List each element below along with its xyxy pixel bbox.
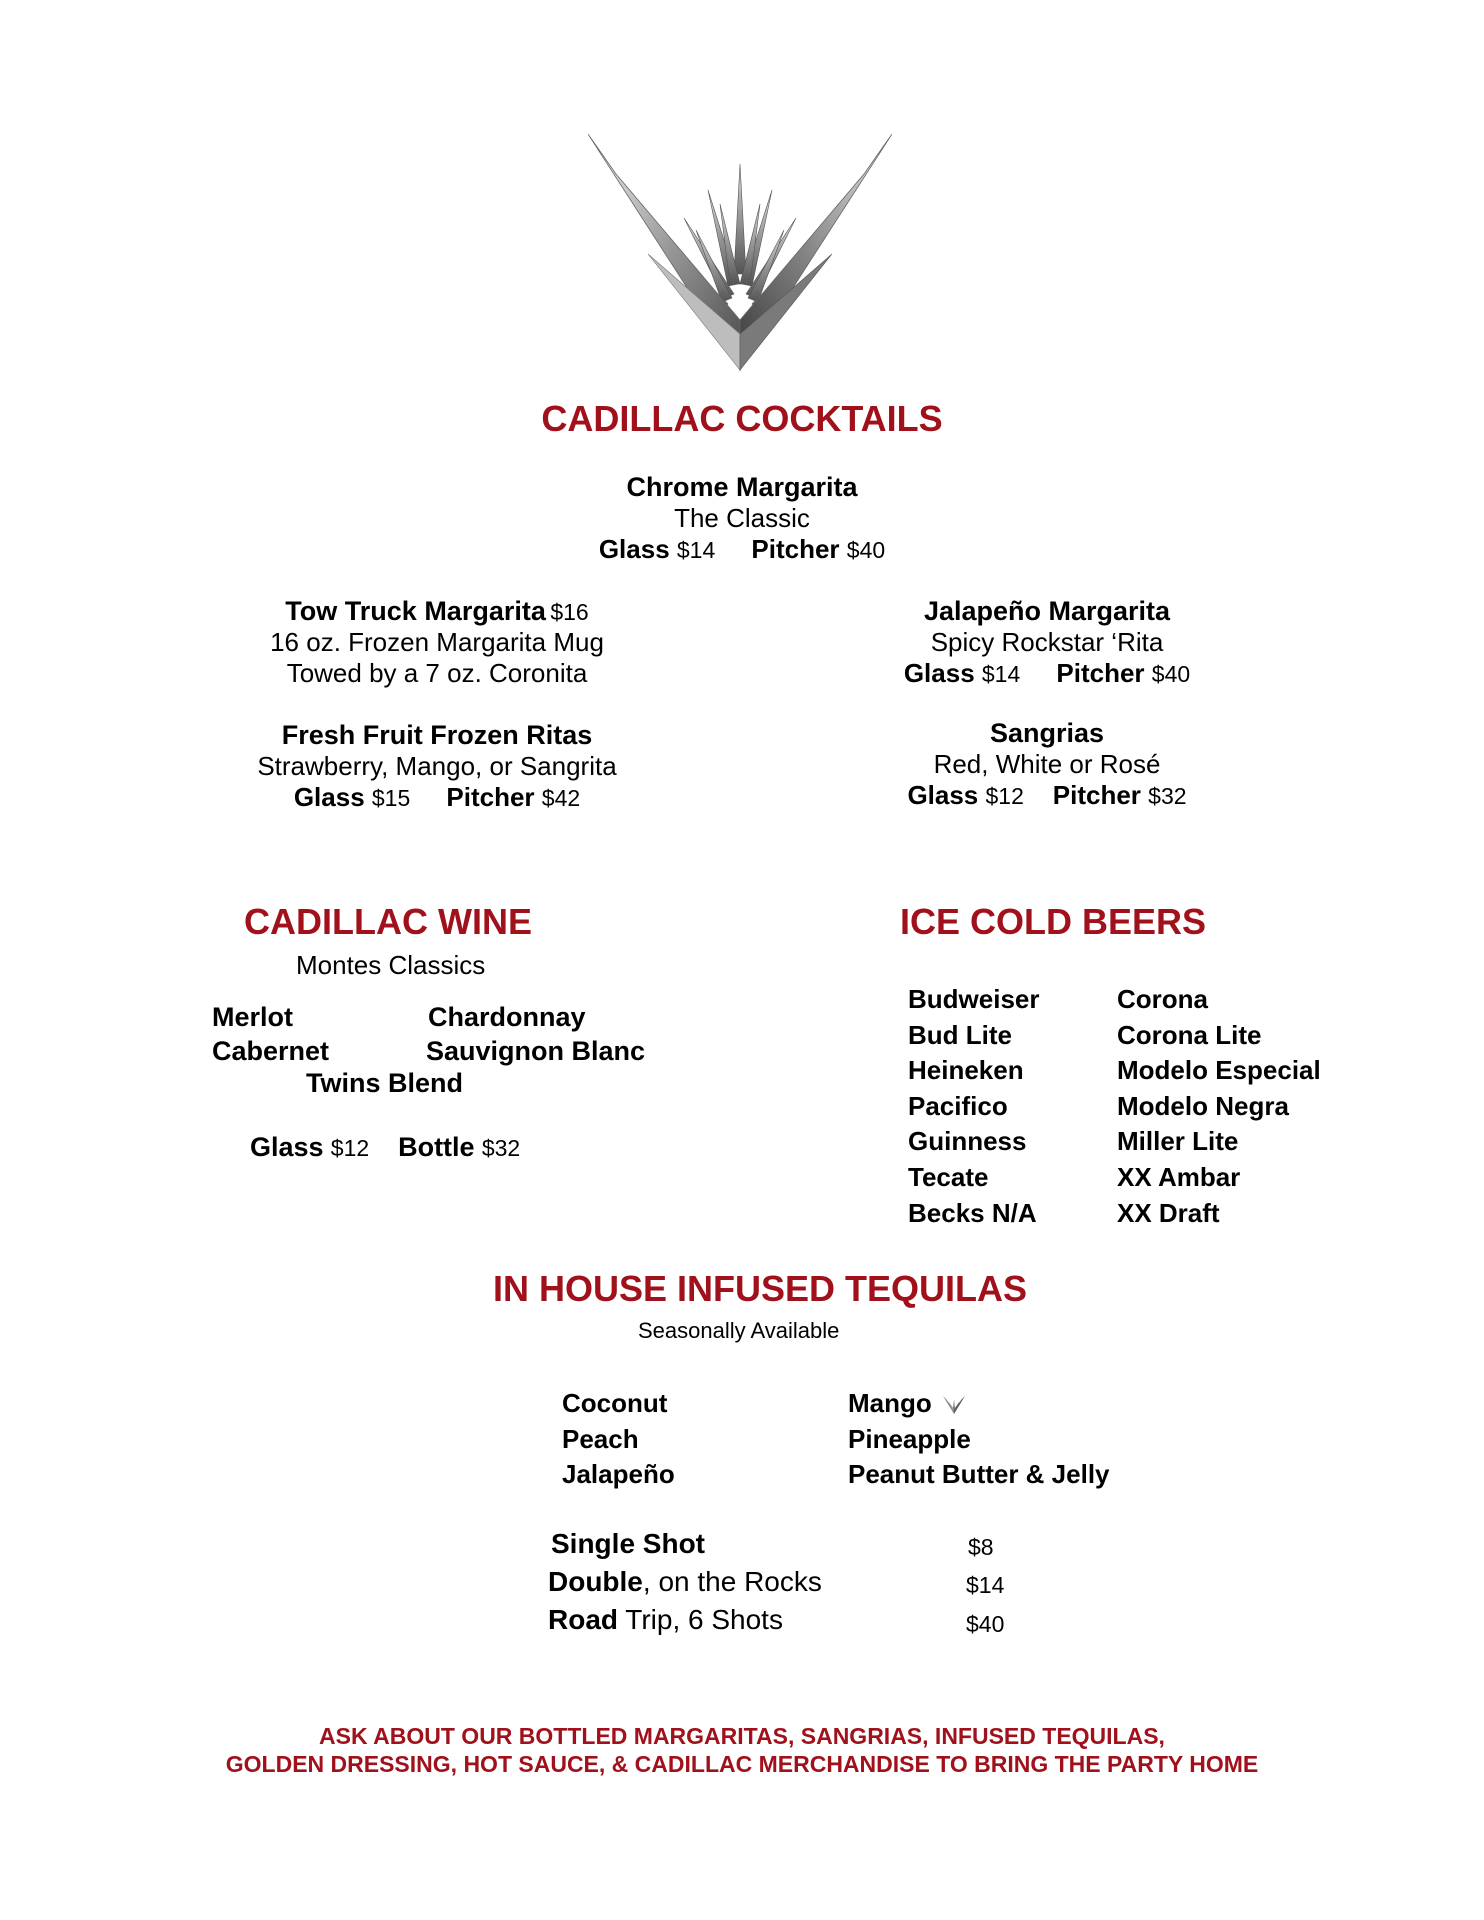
list-item: Modelo Especial xyxy=(1117,1055,1321,1086)
item-title: Jalapeño Margarita xyxy=(923,596,1171,626)
bottle-price: $32 xyxy=(481,1135,521,1161)
glass-label: Glass xyxy=(598,534,670,564)
list-item-label: Mango xyxy=(848,1388,932,1418)
shot-single-price: $8 xyxy=(968,1534,994,1560)
chrome-margarita-item xyxy=(0,472,1484,565)
pitcher-price: $40 xyxy=(1151,661,1191,687)
list-item: Jalapeño xyxy=(562,1459,675,1490)
glass-price: $14 xyxy=(981,661,1021,687)
shot-road-trip xyxy=(548,1604,783,1636)
item-description: Spicy Rockstar ‘Rita xyxy=(930,627,1164,657)
shot-double xyxy=(548,1566,822,1598)
shot-double-price: $14 xyxy=(966,1572,1005,1598)
shot-label: Single Shot xyxy=(551,1528,705,1559)
tequila-list-left xyxy=(562,1386,675,1493)
bottle-label: Bottle xyxy=(398,1132,475,1162)
list-item: Pacifico xyxy=(908,1090,1008,1121)
shot-road-trip-price: $40 xyxy=(966,1611,1005,1637)
beer-list-left xyxy=(908,982,1040,1231)
shot-label-rest: , on the Rocks xyxy=(642,1566,822,1597)
list-item: Heineken xyxy=(908,1055,1024,1086)
cocktails-heading: CADILLAC COCKTAILS xyxy=(541,398,943,439)
shot-label: Road xyxy=(548,1604,618,1635)
list-item: Miller Lite xyxy=(1117,1126,1239,1157)
list-item: Guinness xyxy=(908,1126,1027,1157)
tequilas-heading: IN HOUSE INFUSED TEQUILAS xyxy=(492,1268,1028,1309)
list-item: XX Draft xyxy=(1117,1197,1220,1228)
wine-twins-blend: Twins Blend xyxy=(306,1068,464,1098)
beers-heading: ICE COLD BEERS xyxy=(900,901,1207,942)
small-v-logo-icon xyxy=(943,1396,965,1414)
list-item: Tecate xyxy=(908,1161,989,1192)
item-description: Strawberry, Mango, or Sangrita xyxy=(257,751,617,781)
wine-cabernet: Cabernet xyxy=(212,1036,330,1066)
price-line xyxy=(840,780,1254,811)
footer-line: GOLDEN DRESSING, HOT SAUCE, & CADILLAC MERCHANDISE TO BRING THE PARTY HOME xyxy=(225,1751,1259,1777)
pitcher-price: $32 xyxy=(1148,783,1187,809)
price-line xyxy=(0,534,1484,565)
item-description: Towed by a 7 oz. Coronita xyxy=(286,658,588,688)
item-title: Chrome Margarita xyxy=(626,472,858,502)
glass-price: $14 xyxy=(676,537,716,563)
glass-price: $15 xyxy=(371,785,411,811)
shot-single xyxy=(551,1528,705,1560)
sangrias-item xyxy=(840,718,1254,811)
list-item: Corona xyxy=(1117,984,1208,1014)
item-title: Fresh Fruit Frozen Ritas xyxy=(281,720,593,750)
list-item: Bud Lite xyxy=(908,1019,1012,1050)
list-item xyxy=(848,1386,1110,1422)
list-item: Corona Lite xyxy=(1117,1019,1262,1050)
pitcher-label: Pitcher xyxy=(1056,658,1145,688)
fresh-fruit-ritas-item xyxy=(230,720,644,813)
list-item: Peach xyxy=(562,1423,639,1454)
list-item: Coconut xyxy=(562,1388,668,1418)
tequilas-subheading: Seasonally Available xyxy=(638,1318,840,1343)
item-title: Sangrias xyxy=(989,718,1105,748)
list-item: Peanut Butter & Jelly xyxy=(848,1459,1110,1490)
wine-heading: CADILLAC WINE xyxy=(244,901,532,942)
pitcher-price: $40 xyxy=(846,537,886,563)
tequila-list-right xyxy=(848,1386,1110,1493)
shot-label-rest: Trip, 6 Shots xyxy=(618,1604,783,1635)
wine-subheading: Montes Classics xyxy=(296,950,486,980)
wine-merlot: Merlot xyxy=(212,1002,293,1032)
wine-sauvignon-blanc: Sauvignon Blanc xyxy=(426,1036,646,1066)
tow-truck-margarita-item xyxy=(230,596,644,689)
item-title: Tow Truck Margarita xyxy=(285,596,546,626)
pitcher-label: Pitcher xyxy=(751,534,840,564)
price-line xyxy=(230,782,644,813)
beer-list-right xyxy=(1117,982,1321,1231)
footer-note xyxy=(0,1722,1484,1778)
item-title-line xyxy=(230,596,644,627)
item-price: $16 xyxy=(550,599,589,625)
list-item: Becks N/A xyxy=(908,1197,1037,1228)
shot-label: Double xyxy=(548,1566,643,1597)
list-item: Pineapple xyxy=(848,1423,971,1454)
list-item: XX Ambar xyxy=(1117,1161,1241,1192)
pitcher-label: Pitcher xyxy=(1052,780,1141,810)
wine-price-line xyxy=(250,1132,520,1163)
glass-label: Glass xyxy=(293,782,365,812)
pitcher-label: Pitcher xyxy=(446,782,535,812)
item-description: The Classic xyxy=(674,503,810,533)
price-line xyxy=(840,658,1254,689)
jalapeno-margarita-item xyxy=(840,596,1254,689)
list-item: Modelo Negra xyxy=(1117,1090,1289,1121)
wine-chardonnay: Chardonnay xyxy=(428,1002,586,1032)
item-description: 16 oz. Frozen Margarita Mug xyxy=(270,627,604,657)
glass-label: Glass xyxy=(903,658,975,688)
chrome-v-logo-icon xyxy=(588,134,892,374)
glass-label: Glass xyxy=(907,780,979,810)
list-item: Budweiser xyxy=(908,984,1040,1014)
item-description: Red, White or Rosé xyxy=(933,749,1161,779)
footer-line: ASK ABOUT OUR BOTTLED MARGARITAS, SANGRIAS, INFUSED TEQUILAS, xyxy=(319,1723,1165,1749)
glass-label: Glass xyxy=(250,1132,324,1162)
glass-price: $12 xyxy=(330,1135,370,1161)
pitcher-price: $42 xyxy=(541,785,581,811)
glass-price: $12 xyxy=(985,783,1024,809)
